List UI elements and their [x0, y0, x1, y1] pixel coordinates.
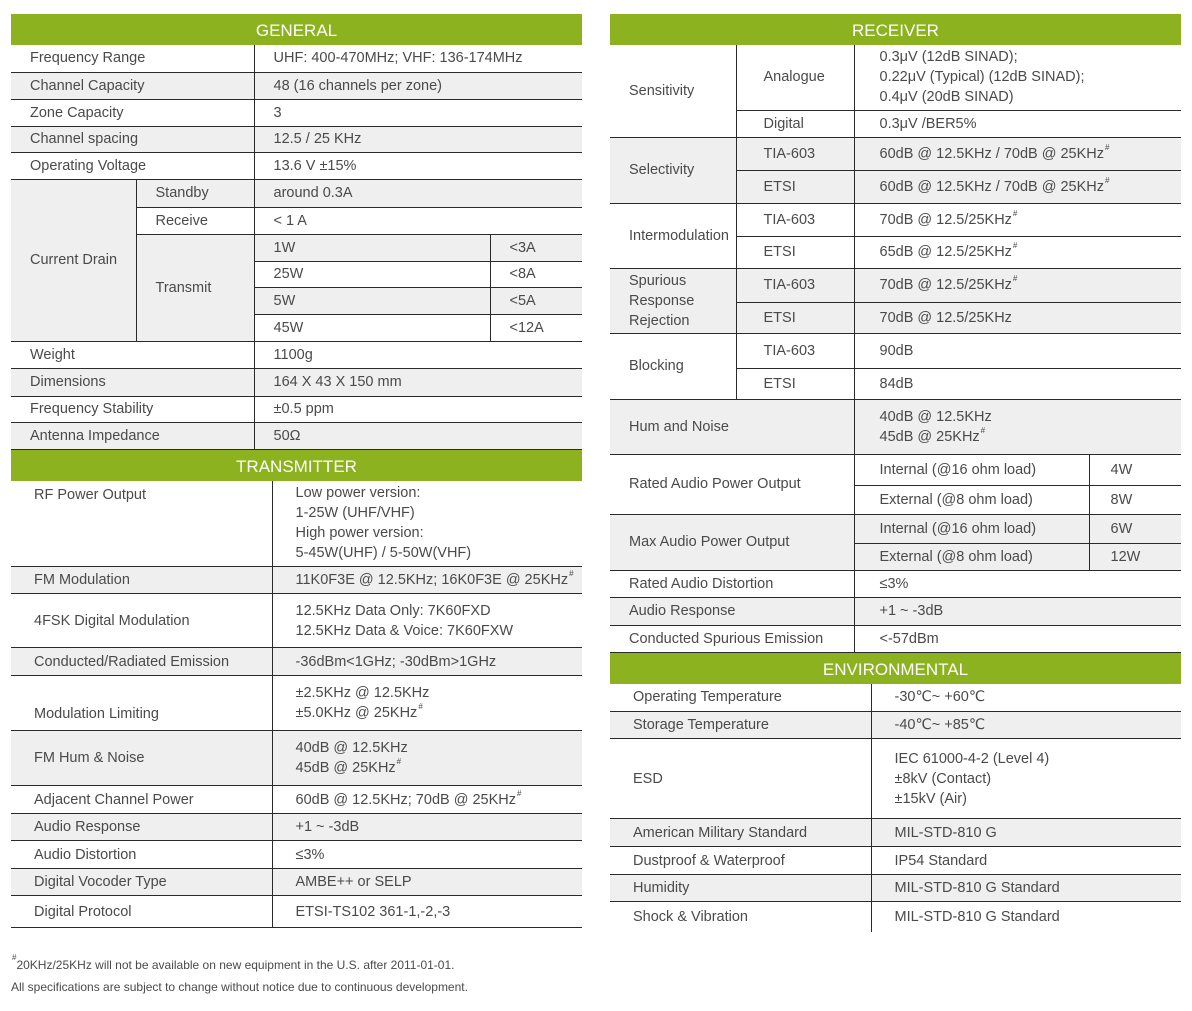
tia-label: TIA-603 — [736, 268, 854, 302]
footnote-mark: # — [396, 757, 402, 766]
spec-value: 48 (16 channels per zone) — [254, 72, 582, 99]
spec-value: 12.5 / 25 KHz — [254, 126, 582, 152]
value-line: 5-45W(UHF) / 5-50W(VHF) — [295, 545, 472, 562]
value-line: 0.3μV (12dB SINAD); — [879, 49, 1018, 66]
transmitter-table — [11, 481, 582, 929]
table-row — [610, 399, 1181, 454]
value-line: ±2.5KHz @ 12.5KHz — [295, 685, 430, 701]
spec-value: -40℃~ +85℃ — [871, 712, 1181, 739]
value-text: ±5.0KHz @ 25KHz — [295, 705, 418, 721]
table-row — [11, 45, 582, 72]
intermodulation-label: Intermodulation — [610, 203, 736, 268]
spec-label: Conducted/Radiated Emission — [11, 648, 272, 676]
table-row — [11, 648, 582, 676]
spec-value: 50Ω — [254, 422, 582, 449]
table-row — [11, 841, 582, 869]
value-text: 11K0F3E @ 12.5KHz; 16K0F3E @ 25KHz — [295, 572, 569, 588]
value-line: 1-25W (UHF/VHF) — [295, 505, 415, 522]
label-line: Rejection — [629, 312, 690, 329]
external-value: 12W — [1089, 543, 1181, 570]
spec-value — [854, 137, 1181, 170]
spec-label: Antenna Impedance — [11, 422, 254, 449]
etsi-label: ETSI — [736, 368, 854, 399]
table-row — [11, 179, 582, 207]
internal-label: Internal (@16 ohm load) — [854, 454, 1089, 485]
spec-label: Channel Capacity — [11, 72, 254, 99]
value-text: 45dB @ 25KHz — [295, 760, 396, 776]
spec-value: +1 ~ -3dB — [272, 814, 582, 841]
transmit-power: 25W — [254, 261, 490, 287]
spec-value — [854, 45, 1181, 110]
spec-value — [854, 268, 1181, 302]
footnote-mark: # — [1105, 142, 1110, 152]
table-row — [610, 514, 1181, 543]
table-row — [11, 676, 582, 731]
spec-label: American Military Standard — [610, 819, 871, 847]
value-line: 0.22μV (Typical) (12dB SINAD); — [879, 69, 1085, 86]
spec-value: ≤3% — [854, 570, 1181, 597]
footnote-text: 20KHz/25KHz will not be available on new equipment in the U.S. after 2011-01-01. — [16, 958, 455, 972]
table-row — [11, 126, 582, 152]
external-value: 8W — [1089, 485, 1181, 514]
spec-value: MIL-STD-810 G — [871, 819, 1181, 847]
spec-value: 84dB — [854, 368, 1181, 399]
value-text: 60dB @ 12.5KHz / 70dB @ 25KHz — [879, 145, 1105, 162]
spec-label: Digital Vocoder Type — [11, 869, 272, 896]
table-row — [610, 902, 1181, 932]
spec-value: ETSI-TS102 361-1,-2,-3 — [272, 896, 582, 928]
spec-label: ESD — [610, 739, 871, 819]
table-row — [610, 847, 1181, 875]
table-row — [11, 368, 582, 396]
footnote-mark: # — [516, 788, 522, 798]
left-spec-column — [11, 14, 582, 928]
spec-label: Dimensions — [11, 368, 254, 396]
receiver-section-header: RECEIVER — [610, 14, 1181, 45]
footnote-mark: # — [980, 425, 986, 435]
table-row — [610, 570, 1181, 597]
table-row — [610, 203, 1181, 236]
spec-label: Humidity — [610, 875, 871, 902]
spec-label: Weight — [11, 341, 254, 368]
spec-label: RF Power Output — [11, 481, 272, 567]
table-row — [610, 137, 1181, 170]
spec-value: 13.6 V ±15% — [254, 152, 582, 179]
table-row — [11, 594, 582, 648]
internal-value: 6W — [1089, 514, 1181, 543]
table-row — [11, 481, 582, 567]
spec-value: <-57dBm — [854, 625, 1181, 652]
tia-label: TIA-603 — [736, 333, 854, 368]
environmental-section-header: ENVIRONMENTAL — [610, 653, 1181, 684]
max-audio-power-label: Max Audio Power Output — [610, 514, 854, 570]
spec-value: 70dB @ 12.5/25KHz — [854, 302, 1181, 333]
spurious-label — [610, 268, 736, 333]
spec-label: 4FSK Digital Modulation — [11, 594, 272, 648]
rated-audio-power-label: Rated Audio Power Output — [610, 454, 854, 514]
spec-value — [854, 203, 1181, 236]
spec-value — [854, 236, 1181, 268]
spec-value: IP54 Standard — [871, 847, 1181, 875]
internal-value: 4W — [1089, 454, 1181, 485]
spec-value — [854, 399, 1181, 454]
spec-value: 164 X 43 X 150 mm — [254, 368, 582, 396]
spec-label: FM Hum & Noise — [11, 731, 272, 786]
spec-value — [854, 170, 1181, 203]
general-table — [11, 45, 582, 450]
table-row — [11, 72, 582, 99]
footnote-mark: # — [12, 953, 17, 962]
spec-value: MIL-STD-810 G Standard — [871, 875, 1181, 902]
value-line: ±8kV (Contact) — [894, 770, 992, 787]
etsi-label: ETSI — [736, 236, 854, 268]
transmit-power: 45W — [254, 314, 490, 341]
spec-value: UHF: 400-470MHz; VHF: 136-174MHz — [254, 45, 582, 72]
footnote-mark: # — [569, 569, 574, 578]
etsi-label: ETSI — [736, 170, 854, 203]
spec-value: MIL-STD-810 G Standard — [894, 908, 1060, 925]
spec-label: Zone Capacity — [11, 99, 254, 126]
spec-value: -36dBm<1GHz; -30dBm>1GHz — [272, 648, 582, 676]
label-line: Response — [629, 292, 695, 309]
value-line: 0.4μV (20dB SINAD) — [879, 89, 1014, 106]
spec-value — [272, 731, 582, 786]
etsi-label: ETSI — [736, 302, 854, 333]
right-spec-column — [610, 14, 1181, 932]
transmit-current: <3A — [490, 234, 582, 261]
current-drain-label: Current Drain — [11, 179, 136, 341]
spec-value — [871, 739, 1181, 819]
transmit-current: <8A — [490, 261, 582, 287]
transmit-power: 1W — [254, 234, 490, 261]
spec-value: 0.3μV /BER5% — [854, 110, 1181, 137]
spec-label: Channel spacing — [11, 126, 254, 152]
footnotes — [11, 954, 468, 998]
transmit-current: <5A — [490, 287, 582, 314]
spec-value: 1100g — [254, 341, 582, 368]
footnote-1 — [11, 954, 468, 976]
table-row — [11, 341, 582, 368]
spec-value — [272, 594, 582, 648]
spec-value: ±0.5 ppm — [254, 396, 582, 422]
external-label: External (@8 ohm load) — [854, 485, 1089, 514]
spec-label: Rated Audio Distortion — [610, 570, 854, 597]
spec-value: -30℃~ +60℃ — [871, 684, 1181, 712]
value-text: 70dB @ 12.5/25KHz — [879, 277, 1012, 293]
footnote-mark: # — [1012, 208, 1018, 218]
value-line — [296, 703, 583, 723]
table-row — [11, 152, 582, 179]
table-row — [610, 333, 1181, 368]
spec-label: Modulation Limiting — [11, 676, 272, 731]
spec-value: ≤3% — [272, 841, 582, 869]
spec-label: FM Modulation — [11, 567, 272, 594]
table-row — [11, 422, 582, 449]
value-line: 40dB @ 12.5KHz — [295, 740, 408, 756]
table-row — [11, 99, 582, 126]
value-line: 12.5KHz Data Only: 7K60FXD — [295, 602, 491, 619]
table-row — [610, 268, 1181, 302]
selectivity-label: Selectivity — [610, 137, 736, 203]
spec-value — [272, 567, 582, 594]
value-text: 45dB @ 25KHz — [879, 428, 980, 445]
spec-label: Audio Distortion — [11, 841, 272, 869]
footnote-mark: # — [1012, 274, 1018, 283]
internal-label: Internal (@16 ohm load) — [854, 514, 1089, 543]
spec-label: Frequency Range — [11, 45, 254, 72]
receiver-table — [610, 45, 1181, 653]
value-line: IEC 61000-4-2 (Level 4) — [894, 750, 1050, 767]
spec-label: Digital Protocol — [11, 896, 272, 928]
transmit-label: Transmit — [136, 234, 254, 341]
external-label: External (@8 ohm load) — [854, 543, 1089, 570]
spec-value: 3 — [254, 99, 582, 126]
table-row — [11, 567, 582, 594]
digital-label: Digital — [736, 110, 854, 137]
table-row — [610, 597, 1181, 625]
standby-label: Standby — [136, 179, 254, 207]
value-line: 40dB @ 12.5KHz — [879, 408, 992, 425]
value-text: 65dB @ 12.5/25KHz — [879, 244, 1012, 260]
table-row — [610, 684, 1181, 712]
general-section-header: GENERAL — [11, 14, 582, 45]
spec-label: Adjacent Channel Power — [11, 786, 272, 814]
table-row — [11, 786, 582, 814]
receive-value: < 1 A — [254, 207, 582, 234]
blocking-label: Blocking — [610, 333, 736, 399]
spec-value: +1 ~ -3dB — [854, 597, 1181, 625]
value-line — [880, 427, 1182, 447]
table-row — [11, 731, 582, 786]
spec-label: Shock & Vibration — [610, 902, 871, 932]
spec-label: Conducted Spurious Emission — [610, 625, 854, 652]
footnote-mark: # — [1105, 175, 1110, 185]
footnote-mark: # — [418, 702, 423, 711]
transmit-power: 5W — [254, 287, 490, 314]
spec-value — [272, 481, 582, 567]
value-text: 60dB @ 12.5KHz / 70dB @ 25KHz — [879, 178, 1105, 195]
value-line: Low power version: — [295, 485, 421, 502]
transmit-current: <12A — [490, 314, 582, 341]
table-row — [610, 739, 1181, 819]
tia-label: TIA-603 — [736, 137, 854, 170]
spec-label: Audio Response — [610, 597, 854, 625]
value-text: 60dB @ 12.5KHz; 70dB @ 25KHz — [295, 791, 516, 808]
spec-label: Audio Response — [11, 814, 272, 841]
table-row — [610, 712, 1181, 739]
spec-label: Hum and Noise — [610, 399, 854, 454]
footnote-mark: # — [1012, 241, 1018, 250]
table-row — [11, 869, 582, 896]
receive-label: Receive — [136, 207, 254, 234]
transmitter-section-header: TRANSMITTER — [11, 450, 582, 481]
spec-value: AMBE++ or SELP — [272, 869, 582, 896]
table-row — [11, 814, 582, 841]
value-line: High power version: — [295, 525, 424, 542]
spec-value — [272, 786, 582, 814]
sensitivity-label: Sensitivity — [610, 45, 736, 137]
spec-value — [272, 676, 582, 731]
table-row — [610, 625, 1181, 652]
table-row — [610, 819, 1181, 847]
table-row — [610, 45, 1181, 110]
spec-label: Frequency Stability — [11, 396, 254, 422]
label-line: Spurious — [629, 272, 687, 289]
standby-value: around 0.3A — [254, 179, 582, 207]
spec-label: Storage Temperature — [610, 712, 871, 739]
tia-label: TIA-603 — [736, 203, 854, 236]
table-row — [11, 896, 582, 928]
value-line: 12.5KHz Data & Voice: 7K60FXW — [295, 622, 514, 639]
environmental-table — [610, 684, 1181, 932]
spec-label: Operating Voltage — [11, 152, 254, 179]
table-row — [11, 396, 582, 422]
spec-label: Operating Temperature — [610, 684, 871, 712]
spec-label: Dustproof & Waterproof — [610, 847, 871, 875]
table-row — [610, 875, 1181, 902]
footnote-2: All specifications are subject to change without notice due to continuous development. — [11, 980, 468, 994]
table-row — [610, 454, 1181, 485]
value-line: ±15kV (Air) — [894, 790, 967, 807]
analogue-label: Analogue — [736, 45, 854, 110]
value-line — [296, 758, 583, 778]
value-text: 70dB @ 12.5/25KHz — [879, 211, 1012, 228]
spec-value: 90dB — [854, 333, 1181, 368]
